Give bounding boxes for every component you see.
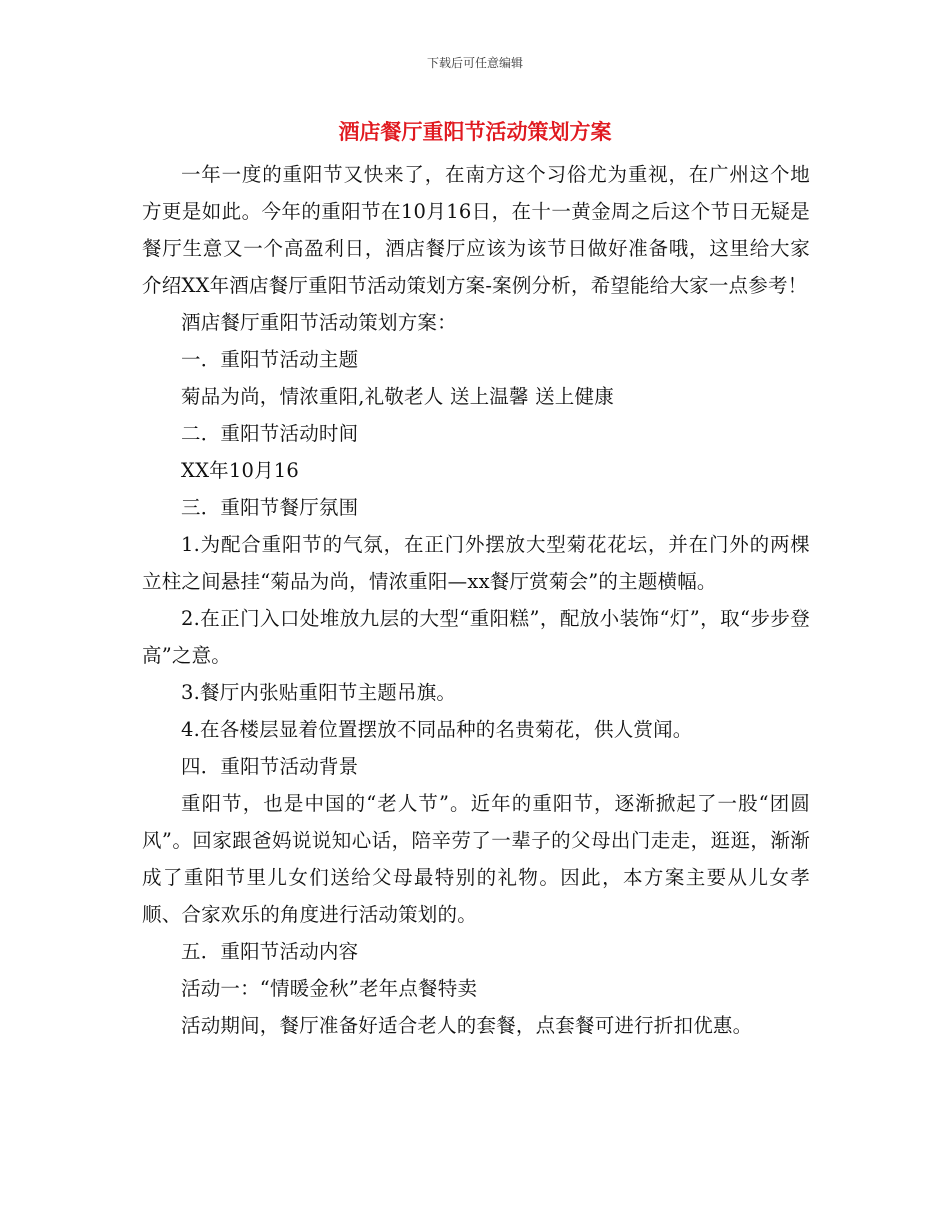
list-item: 4.在各楼层显着位置摆放不同品种的名贵菊花，供人赏闻。 <box>181 718 693 741</box>
paragraph-background: 重阳节，也是中国的“老人节”。近年的重阳节，逐渐掀起了一股“团圆风”。回家跟爸妈说说知心话，陪辛劳了一辈子的父母出门走走，逛逛，渐渐成了重阳节里儿女们送给父母最特别的礼物。因此，本方案主要从儿女孝顺、合家欢乐的角度进行活动策划的。 <box>142 792 810 926</box>
paragraph-intro: 一年一度的重阳节又快来了，在南方这个习俗尤为重视，在广州这个地方更是如此。今年的重阳节在10月16日，在十一黄金周之后这个节日无疑是餐厅生意又一个高盈利日，酒店餐厅应该为该节日做好准备哦，这里给大家介绍XX年酒店餐厅重阳节活动策划方案-案例分析，希望能给大家一点参考！ <box>142 163 810 297</box>
list-item: 2.在正门入口处堆放九层的大型“重阳糕”，配放小装饰“灯”，取“步步登高”之意。 <box>142 607 810 667</box>
page-header: 下载后可任意编辑 <box>426 56 523 70</box>
section-heading-time: 二．重阳节活动时间 <box>181 422 359 445</box>
document-body <box>142 156 810 1044</box>
paragraph-time: XX年10月16 <box>181 459 299 482</box>
section-heading-content: 五．重阳节活动内容 <box>181 940 359 963</box>
section-heading-atmosphere: 三．重阳节餐厅氛围 <box>181 496 359 519</box>
list-item: 1.为配合重阳节的气氛，在正门外摆放大型菊花花坛，并在门外的两棵立柱之间悬挂“菊品为尚，情浓重阳—xx餐厅赏菊会”的主题横幅。 <box>142 533 810 593</box>
document-title: 酒店餐厅重阳节活动策划方案 <box>338 119 612 144</box>
section-heading-background: 四．重阳节活动背景 <box>181 755 359 778</box>
paragraph-plan-heading: 酒店餐厅重阳节活动策划方案： <box>181 311 457 334</box>
paragraph-theme: 菊品为尚，情浓重阳,礼敬老人 送上温馨 送上健康 <box>181 385 614 408</box>
paragraph-activity-detail: 活动期间，餐厅准备好适合老人的套餐，点套餐可进行折扣优惠。 <box>181 1014 753 1037</box>
section-heading-theme: 一．重阳节活动主题 <box>181 348 359 371</box>
paragraph-activity-one: 活动一：“情暖金秋”老年点餐特卖 <box>181 977 478 1000</box>
list-item: 3.餐厅内张贴重阳节主题吊旗。 <box>181 681 457 704</box>
